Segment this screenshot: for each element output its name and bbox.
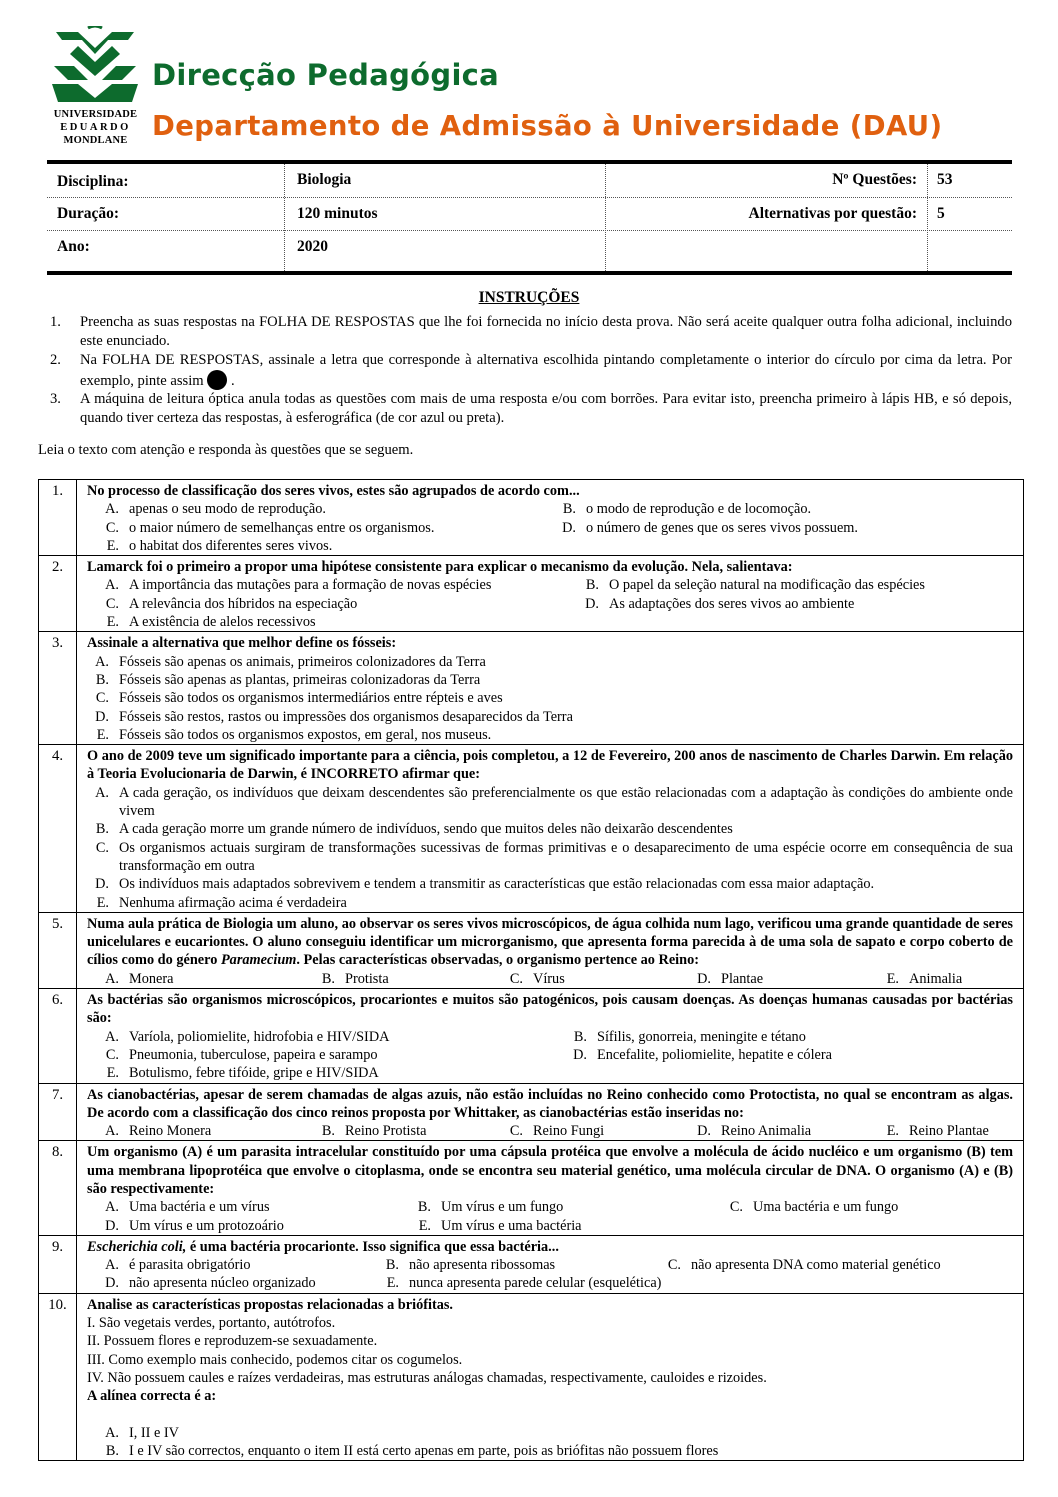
question-2: 2. Lamarck foi o primeiro a propor uma hipótese consistente para explicar o mecanismo da evolução. Nela, salientava: A. A importância das mutações para a formação de novas espécies B. O papel da seleção natural na modificação das espécies C. A relevância dos híbridos na especiação D. As adaptações dos seres vivos ao ambiente E. A existência de alelos recessivos — [39, 556, 1023, 632]
option-b[interactable]: B. Sífilis, gonorreia, meningite e tétano — [573, 1028, 806, 1045]
option-b[interactable]: B. A cada geração morre um grande número de indivíduos, sendo que muitos deles não deixarão descendentes — [95, 821, 733, 838]
option-d[interactable]: D. Reino Animalia — [697, 1123, 812, 1140]
option-a[interactable]: A. A cada geração, os indivíduos que deixam descendentes são preferencialmente os que estão relacionadas com a adaptação às condições do ambiente onde vivem — [95, 784, 1013, 820]
alternativas-value: 5 — [937, 205, 945, 222]
duracao-value: 120 minutos — [297, 205, 378, 222]
option-b[interactable]: B. Um vírus e um fungo — [417, 1199, 564, 1216]
option-b[interactable]: B. o modo de reprodução e de locomoção. — [562, 501, 812, 518]
university-logo — [48, 26, 143, 151]
reading-instruction: Leia o texto com atenção e responda às questões que se seguem. — [38, 442, 414, 458]
question-8: 8. Um organismo (A) é um parasita intracelular constituído por uma cápsula protéica que envolve a molécula de ácido nucléico e um organismo (B) tem uma membrana lipoprotéica que envolve o citoplasma, onde se encontra seu material genético, uma molécula circular de DNA. O organismo (A) e (B) são respectivamente: A. Uma bactéria e um vírus B. Um vírus e um fungo C. Uma bactéria e um fungo D. Um vírus e um protozoário E. Um vírus e uma bactéria — [39, 1141, 1023, 1235]
alternativas-label: Alternativas por questão: — [748, 205, 917, 222]
question-10: 10. Analise as características propostas relacionadas a briófitas. I. São vegetais verdes, portanto, autótrofos. II. Possuem flores e reproduzem-se sexuadamente. III. Como exemplo mais conhecido, podemos citar os cogumelos. IV. Não possuem caules e raízes verdadeiras, mas estruturas análogas chamadas, respectivamente, cauloides e rizoides. A alínea correcta é a: A. I, II e IV B. I e IV são correctos, enquanto o item II está certo apenas em parte, pois as briófitas não possuem flores — [39, 1294, 1023, 1461]
disciplina-label: Disciplina: — [57, 173, 129, 190]
option-d[interactable]: D. não apresenta núcleo organizado — [105, 1275, 316, 1292]
statement-2: II. Possuem flores e reproduzem-se sexuadamente. — [87, 1333, 378, 1350]
question-4: 4. O ano de 2009 teve um significado importante para a ciência, pois completou, a 12 de Fevereiro, 200 anos de nascimento de Charles Darwin. Em relação à Teoria Evolucionaria de Darwin, é INCORRETO afirmar que: A. A cada geração, os indivíduos que deixam descendentes são preferencialmente os que estão relacionadas com a adaptação às condições do ambiente onde vivem B. A cada geração morre um grande número de indivíduos, sendo que muitos deles não deixarão descendentes C. Os organismos actuais surgiram de transformações sucessivas de formas primitivas e o desaparecimento de uma espécie ocorre em consequência de sua transformação em outra D. Os indivíduos mais adaptados sobrevivem e tendem a transmitir as características que estão relacionadas com essa maior adaptação. E. Nenhuma afirmação acima é verdadeira — [39, 745, 1023, 913]
option-a[interactable]: A. é parasita obrigatório — [105, 1257, 251, 1274]
statement-1: I. São vegetais verdes, portanto, autótrofos. — [87, 1315, 336, 1332]
num-questoes-value: 53 — [937, 171, 953, 188]
filled-circle-example-icon — [207, 370, 227, 390]
statement-3: III. Como exemplo mais conhecido, podemos citar os cogumelos. — [87, 1351, 463, 1368]
option-e[interactable]: E. Um vírus e uma bactéria — [418, 1217, 582, 1234]
option-d[interactable]: D. Um vírus e um protozoário — [105, 1217, 284, 1234]
option-a[interactable]: A. apenas o seu modo de reprodução. — [105, 501, 326, 518]
option-d[interactable]: D. As adaptações dos seres vivos ao ambiente — [585, 595, 855, 612]
option-c[interactable]: C. A relevância dos híbridos na especiação — [105, 595, 358, 612]
option-d[interactable]: D. Encefalite, poliomielite, hepatite e cólera — [573, 1046, 832, 1063]
option-d[interactable]: D. o número de genes que os seres vivos possuem. — [562, 519, 858, 536]
option-e[interactable]: E. Botulismo, febre tifóide, gripe e HIV/SIDA — [106, 1065, 379, 1082]
logo-emblem-icon — [48, 26, 143, 106]
question-5: 5. Numa aula prática de Biologia um aluno, ao observar os seres vivos microscópicos, de água colhida num lago, verificou uma grande quantidade de seres unicelulares e eucariontes. O aluno conseguiu identificar um microrganismo, que apresenta forma parecida à de uma sola de sapato e corpo coberto de cílios como do género Paramecium. Pelas características observadas, o organismo pertence ao Reino: A. Monera B. Protista C. Vírus D. Plantae E. Animalia — [39, 913, 1023, 989]
option-c[interactable]: C. o maior número de semelhanças entre os organismos. — [105, 519, 435, 536]
instructions-list — [50, 313, 1012, 427]
department-title: Departamento de Admissão à Universidade (DAU) — [152, 110, 943, 142]
option-c[interactable]: C. Os organismos actuais surgiram de transformações sucessivas de formas primitivas e o desaparecimento de uma espécie ocorre em consequência de sua transformação em outra — [95, 839, 1013, 874]
question-prompt: A alínea correcta é a: — [87, 1388, 217, 1405]
question-1: 1. No processo de classificação dos seres vivos, estes são agrupados de acordo com... A. apenas o seu modo de reprodução. B. o modo de reprodução e de locomoção. C. o maior número de semelhanças entre os organismos. D. o número de genes que os seres vivos possuem. E. o habitat dos diferentes seres vivos. — [39, 480, 1023, 556]
questions-table — [38, 479, 1024, 1461]
option-d[interactable]: D. Plantae — [697, 970, 764, 987]
direction-title: Direcção Pedagógica — [152, 58, 500, 92]
option-a[interactable]: A. A importância das mutações para a formação de novas espécies — [105, 577, 492, 594]
instruction-item: 3. A máquina de leitura óptica anula todas as questões com mais de uma resposta e/ou com borrões. Para evitar isto, preencha primeiro à lápis HB, e só depois, quando tiver certeza das respostas, à esferográfica (de cor azul ou preta). — [50, 391, 1012, 426]
option-a[interactable]: A. Monera — [105, 970, 174, 987]
duracao-label: Duração: — [57, 205, 119, 222]
option-c[interactable]: C. Vírus — [509, 970, 565, 987]
statement-4: IV. Não possuem caules e raízes verdadeiras, mas estruturas análogas chamadas, respectivamente, cauloides e rizoides. — [87, 1369, 767, 1386]
question-3: 3. Assinale a alternativa que melhor define os fósseis: A. Fósseis são apenas os animais, primeiros colonizadores da Terra B. Fósseis são apenas as plantas, primeiras colonizadoras da Terra C. Fósseis são todos os organismos intermediários entre répteis e aves D. Fósseis são restos, rastos ou impressões dos organismos desaparecidos da Terra E. Fósseis são todos os organismos expostos, em geral, nos museus. — [39, 632, 1023, 745]
option-a[interactable]: A. Varíola, poliomielite, hidrofobia e HIV/SIDA — [105, 1028, 390, 1045]
question-7: 7. As cianobactérias, apesar de serem chamadas de algas azuis, não estão incluídas no Reino conhecido como Protoctista, no qual se encontram as algas. De acordo com a classificação dos cinco reinos proposta por Whittaker, as cianobactérias estão inseridas no: A. Reino Monera B. Reino Protista C. Reino Fungi D. Reino Animalia E. Reino Plantae — [39, 1084, 1023, 1142]
exam-info-table — [47, 160, 1012, 275]
option-c[interactable]: C. Fósseis são todos os organismos intermediários entre répteis e aves — [95, 690, 503, 707]
option-d[interactable]: D. Fósseis são restos, rastos ou impressões dos organismos desaparecidos da Terra — [95, 708, 573, 725]
option-b[interactable]: B. I e IV são correctos, enquanto o item II está certo apenas em parte, pois as briófitas não possuem flores — [105, 1442, 719, 1459]
disciplina-value: Biologia — [297, 171, 352, 188]
option-c[interactable]: C. Reino Fungi — [509, 1123, 605, 1140]
university-name: UNIVERSIDADE EDUARDO MONDLANE — [53, 109, 138, 146]
num-questoes-label: Nº Questões: — [832, 171, 917, 188]
option-e[interactable]: E. Fósseis são todos os organismos expostos, em geral, nos museus. — [96, 726, 492, 743]
option-d[interactable]: D. Os indivíduos mais adaptados sobrevivem e tendem a transmitir as características que estão relacionadas com essa maior adaptação. — [95, 876, 875, 893]
option-e[interactable]: E. Nenhuma afirmação acima é verdadeira — [96, 894, 347, 911]
option-c[interactable]: C. Pneumonia, tuberculose, papeira e sarampo — [105, 1046, 378, 1063]
option-a[interactable]: A. Uma bactéria e um vírus — [105, 1199, 270, 1216]
option-b[interactable]: B. O papel da seleção natural na modificação das espécies — [585, 577, 925, 594]
instructions-title: INSTRUÇÕES — [478, 289, 580, 306]
option-e[interactable]: E. o habitat dos diferentes seres vivos. — [106, 537, 333, 554]
ano-value: 2020 — [297, 238, 328, 255]
option-b[interactable]: B. Reino Protista — [321, 1123, 427, 1140]
option-e[interactable]: E. A existência de alelos recessivos — [106, 614, 316, 631]
question-6: 6. As bactérias são organismos microscópicos, procariontes e muitos são patogénicos, pois causam doenças. As doenças humanas causadas por bactérias são: A. Varíola, poliomielite, hidrofobia e HIV/SIDA B. Sífilis, gonorreia, meningite e tétano C. Pneumonia, tuberculose, papeira e sarampo D. Encefalite, poliomielite, hepatite e cólera E. Botulismo, febre tifóide, gripe e HIV/SIDA — [39, 989, 1023, 1083]
option-a[interactable]: A. I, II e IV — [105, 1424, 180, 1441]
option-b[interactable]: B. Protista — [321, 970, 389, 987]
option-c[interactable]: C. Uma bactéria e um fungo — [729, 1199, 899, 1216]
option-a[interactable]: A. Fósseis são apenas os animais, primeiros colonizadores da Terra — [95, 653, 486, 670]
option-e[interactable]: E. nunca apresenta parede celular (esquelética) — [386, 1275, 662, 1292]
option-e[interactable]: E. Reino Plantae — [886, 1123, 989, 1140]
option-c[interactable]: C. não apresenta DNA como material genético — [667, 1257, 941, 1274]
instruction-item: 1. Preencha as suas respostas na FOLHA DE RESPOSTAS que lhe foi fornecida no início desta prova. Não será aceite qualquer outra folha adicional, incluindo este enunciado. — [50, 314, 1012, 349]
option-b[interactable]: B. não apresenta ribossomas — [385, 1257, 556, 1274]
question-9: 9. Escherichia coli, é uma bactéria procarionte. Isso significa que essa bactéria... A. é parasita obrigatório B. não apresenta ribossomas C. não apresenta DNA como material genético D. não apresenta núcleo organizado E. nunca apresenta parede celular (esquelética) — [39, 1236, 1023, 1294]
instruction-item: 2. Na FOLHA DE RESPOSTAS, assinale a letra que corresponde à alternativa escolhida pintando completamente o interior do círculo por cima da letra. Por exemplo, pinte assim . — [50, 352, 1012, 389]
option-b[interactable]: B. Fósseis são apenas as plantas, primeiras colonizadoras da Terra — [95, 671, 481, 688]
option-a[interactable]: A. Reino Monera — [105, 1123, 212, 1140]
option-e[interactable]: E. Animalia — [886, 970, 963, 987]
ano-label: Ano: — [57, 238, 90, 255]
